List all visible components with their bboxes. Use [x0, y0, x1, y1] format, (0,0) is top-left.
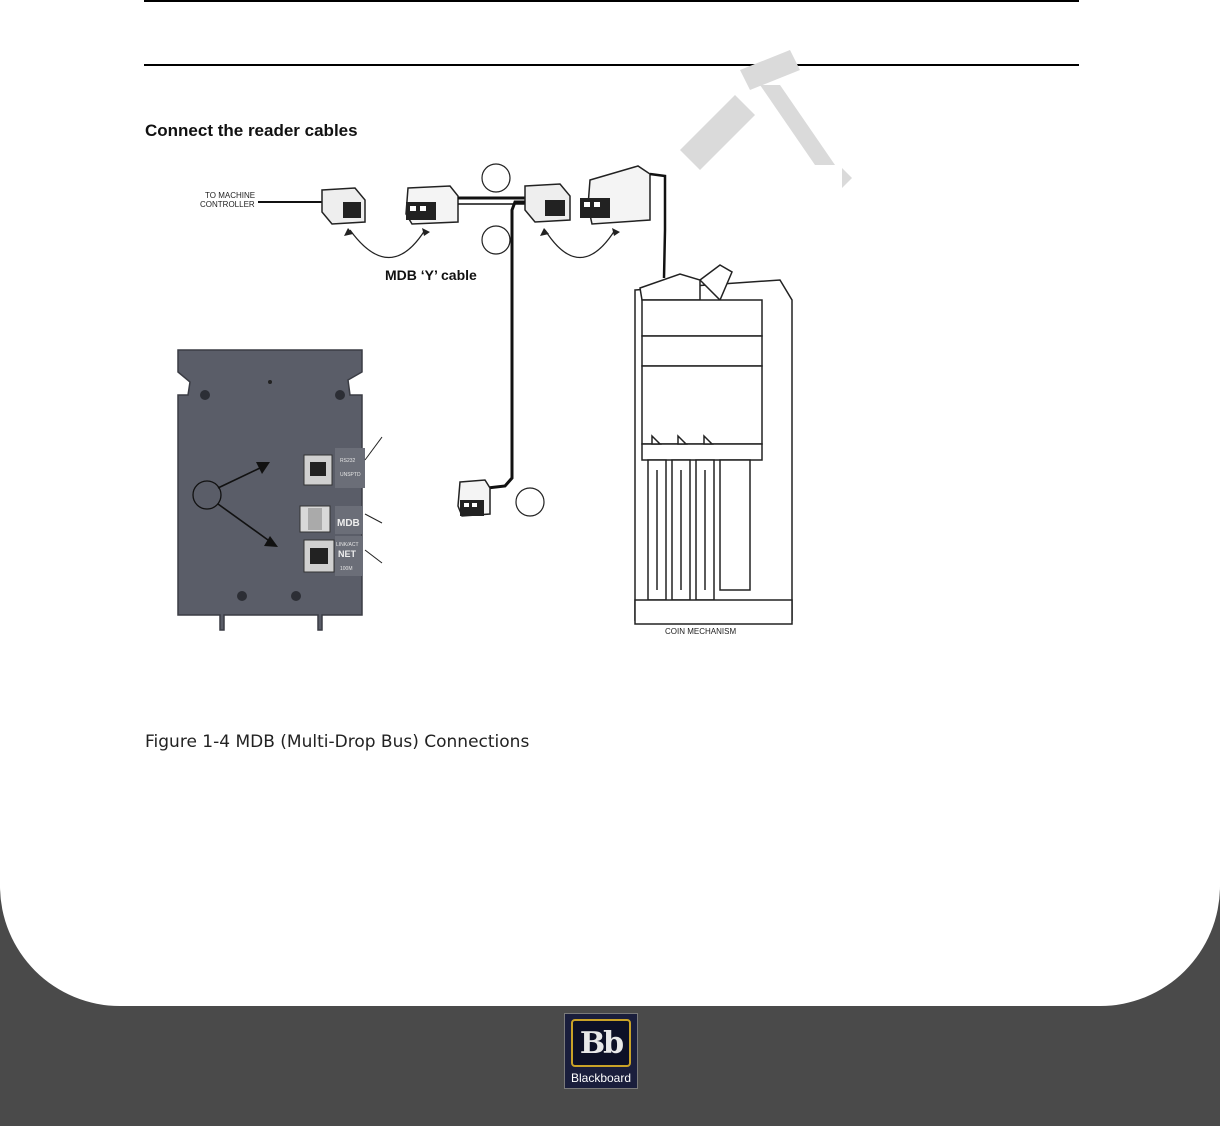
mdb-connections-figure [160, 150, 860, 650]
panel-net-label: NET [338, 549, 356, 559]
coin-mechanism-label: COIN MECHANISM [665, 627, 737, 636]
svg-text:100M: 100M [340, 566, 353, 572]
svg-text:UNSPTD: UNSPTD [340, 472, 361, 478]
logo-mark: Bb [571, 1019, 631, 1067]
lower-connector [458, 480, 490, 516]
reader-back-plate [178, 350, 382, 630]
header-rule [144, 0, 1079, 2]
section-heading: Connect the reader cables [145, 121, 358, 140]
svg-text:RS232: RS232 [340, 458, 356, 464]
machine-controller-label: TO MACHINE [205, 191, 256, 200]
callout-circle-1 [482, 164, 510, 192]
panel-mdb-label: MDB [337, 518, 360, 529]
svg-text:LINK/ACT: LINK/ACT [336, 542, 359, 548]
callout-circle-plate [193, 481, 221, 509]
machine-controller-label-2: CONTROLLER [200, 200, 255, 209]
figure-caption: Figure 1-4 MDB (Multi-Drop Bus) Connections [145, 732, 530, 752]
left-connector-pair [322, 186, 458, 258]
blackboard-logo [564, 1013, 638, 1089]
logo-wordmark: Blackboard [570, 1071, 632, 1085]
callout-circle-2 [482, 226, 510, 254]
y-cable-label: MDB ‘Y’ cable [385, 267, 477, 283]
section-rule [144, 64, 1079, 66]
right-connector-pair [525, 166, 650, 258]
coin-mechanism [635, 265, 792, 624]
callout-circle-3 [516, 488, 544, 516]
